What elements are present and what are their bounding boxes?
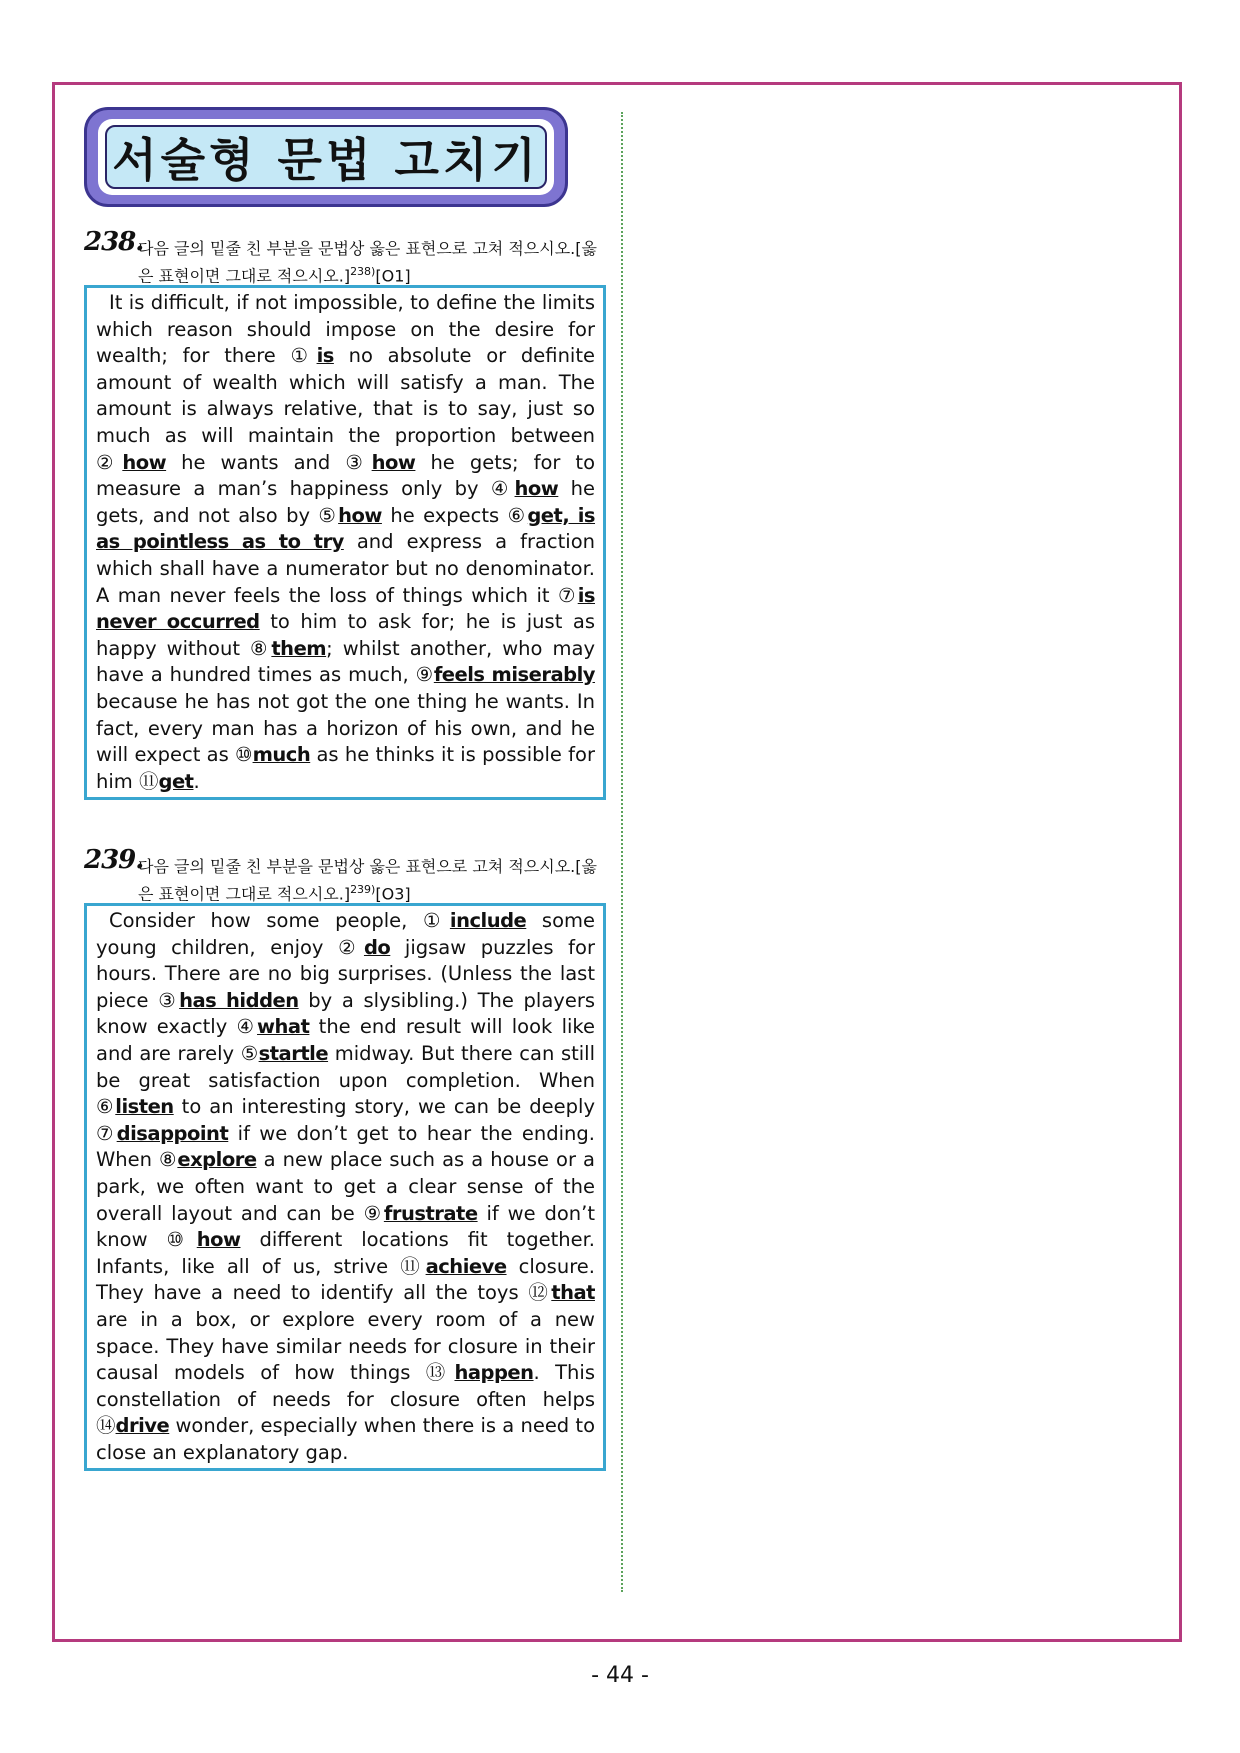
blank-marker: ⑥ <box>507 503 528 527</box>
title-banner <box>84 107 568 207</box>
passage-text: different locations fit together. Infants, like all of us, strive <box>96 1228 596 1278</box>
blank-marker: ④ <box>490 477 515 501</box>
question-header <box>84 227 604 286</box>
underlined-expression: them <box>271 636 327 660</box>
underlined-expression: much <box>252 743 311 767</box>
passage-text: closure. They have a need to identify all the toys <box>96 1254 595 1305</box>
page-number: - 44 - <box>591 1663 649 1688</box>
passage-text: a new place such as a house or a park, we often want to get a clear sense of the overall layout and can be <box>96 1148 595 1225</box>
underlined-expression: feels miserably <box>433 663 595 687</box>
underlined-expression: how <box>196 1228 241 1252</box>
underlined-expression: achieve <box>425 1254 507 1278</box>
instruction-line1: 다음 글의 밑줄 친 부분을 문법상 옳은 표현으로 고쳐 적으시오.[옳 <box>138 857 597 876</box>
passage-text: ; whilst another, who may have a hundred times as much, <box>96 636 596 687</box>
blank-marker: ⑨ <box>415 663 434 687</box>
underlined-expression: get, is as pointless as to try <box>96 503 596 554</box>
passage-text: . This constellation of needs for closure often helps <box>96 1361 595 1411</box>
passage-text: because he has not got the one thing he wants. In fact, every man has a horizon of his own, and he will expect as <box>96 689 595 767</box>
passage-text: to an interesting story, we can be deeply <box>173 1095 595 1119</box>
question-header <box>84 845 604 904</box>
page-title: 서술형 문법 고치기 <box>112 133 540 187</box>
blank-marker: ① <box>422 909 450 932</box>
blank-marker: ⑩ <box>235 743 253 767</box>
blank-marker: ② <box>338 935 364 959</box>
underlined-expression: how <box>122 450 167 474</box>
blank-marker: ⑦ <box>557 583 578 607</box>
question-238 <box>84 227 604 800</box>
passage-text: no absolute or definite amount of wealth which will satisfy a man. The amount is always relative, that is to say, just so much as will maintain the proportion between <box>96 344 595 447</box>
underlined-expression: that <box>551 1281 595 1305</box>
footnote-marker: 238) <box>350 265 376 278</box>
passage-text: and express a fraction which shall have a numerator but no denominator. A man never feels the loss of things which it <box>96 530 596 607</box>
passage-text: the end result will look like and are rarely <box>96 1015 595 1065</box>
underlined-expression: explore <box>177 1148 257 1172</box>
underlined-expression: is never occurred <box>96 583 595 634</box>
passage-text: midway. But there can still be great satisfaction upon completion. When <box>96 1041 596 1092</box>
passage-text: as he thinks it is possible for him <box>96 743 595 793</box>
blank-marker: ⑪ <box>400 1254 426 1278</box>
question-code: [O3] <box>375 884 411 904</box>
blank-marker: ② <box>96 450 123 474</box>
column-divider <box>621 112 623 1592</box>
underlined-expression: how <box>514 477 559 501</box>
blank-marker: ⑧ <box>250 636 272 660</box>
passage-text: to him to ask for; he is just as happy without <box>96 610 596 660</box>
passage-text: he gets, and not also by <box>96 477 596 527</box>
underlined-expression: how <box>371 450 416 474</box>
passage-text: Consider how some people, <box>109 909 423 932</box>
blank-marker: ⑬ <box>425 1361 455 1385</box>
blank-marker: ⑫ <box>528 1281 552 1305</box>
blank-marker: ⑨ <box>363 1201 384 1225</box>
blank-marker: ⑦ <box>96 1121 117 1145</box>
underlined-expression: what <box>257 1015 310 1039</box>
underlined-expression: happen <box>454 1361 534 1385</box>
underlined-expression: frustrate <box>383 1201 478 1225</box>
passage-text: he wants and <box>166 450 346 474</box>
blank-marker: ① <box>290 344 317 368</box>
footnote-marker: 239) <box>350 883 376 896</box>
passage-text: some young children, enjoy <box>96 909 595 959</box>
passage-text: jigsaw puzzles for hours. There are no big surprises. (Unless the last piece <box>96 935 595 1012</box>
passage-text: he gets; for to measure a man’s happiness only by <box>96 450 596 501</box>
underlined-expression: get <box>158 769 194 793</box>
blank-marker: ⑪ <box>138 769 159 793</box>
blank-marker: ③ <box>158 988 180 1012</box>
passage-box <box>84 285 606 800</box>
blank-marker: ③ <box>345 450 372 474</box>
underlined-expression: has hidden <box>179 988 299 1012</box>
blank-marker: ⑤ <box>318 503 339 527</box>
passage-text: wonder, especially when there is a need to close an explanatory gap. <box>96 1414 595 1464</box>
instruction-line1: 다음 글의 밑줄 친 부분을 문법상 옳은 표현으로 고쳐 적으시오.[옳 <box>138 239 597 258</box>
blank-marker: ⑧ <box>159 1148 178 1172</box>
passage-text: he expects <box>381 503 508 527</box>
question-239 <box>84 845 604 1471</box>
question-code: [O1] <box>375 266 411 286</box>
underlined-expression: drive <box>115 1414 170 1438</box>
passage-text: if we don’t get to hear the ending. When <box>96 1121 595 1172</box>
passage-text: are in a box, or explore every room of a new space. They have similar needs for closure in their causal models of how things <box>96 1307 595 1385</box>
blank-marker: ⑤ <box>240 1041 259 1065</box>
passage-text: It is difficult, if not impossible, to define the limits which reason should impose on the desire for wealth; for there <box>96 291 595 368</box>
underlined-expression: include <box>449 909 527 932</box>
passage-text: by a slysibling.) The players know exactly <box>96 988 596 1039</box>
passage-box <box>84 903 606 1471</box>
blank-marker: ⑩ <box>166 1228 197 1252</box>
blank-marker: ④ <box>236 1015 258 1039</box>
underlined-expression: how <box>338 503 382 527</box>
underlined-expression: disappoint <box>116 1121 229 1145</box>
instruction-line2: 은 표현이면 그대로 적으시오.] <box>138 266 351 286</box>
underlined-expression: is <box>316 344 334 368</box>
question-number: 238. <box>84 227 144 257</box>
question-number: 239. <box>84 845 144 875</box>
passage-text: . <box>193 769 200 793</box>
instruction-line2: 은 표현이면 그대로 적으시오.] <box>138 884 351 904</box>
underlined-expression: startle <box>258 1041 329 1065</box>
underlined-expression: listen <box>115 1095 174 1119</box>
passage-text: if we don’t know <box>96 1201 596 1252</box>
underlined-expression: do <box>363 935 391 959</box>
blank-marker: ⑭ <box>96 1414 116 1438</box>
blank-marker: ⑥ <box>96 1095 116 1119</box>
